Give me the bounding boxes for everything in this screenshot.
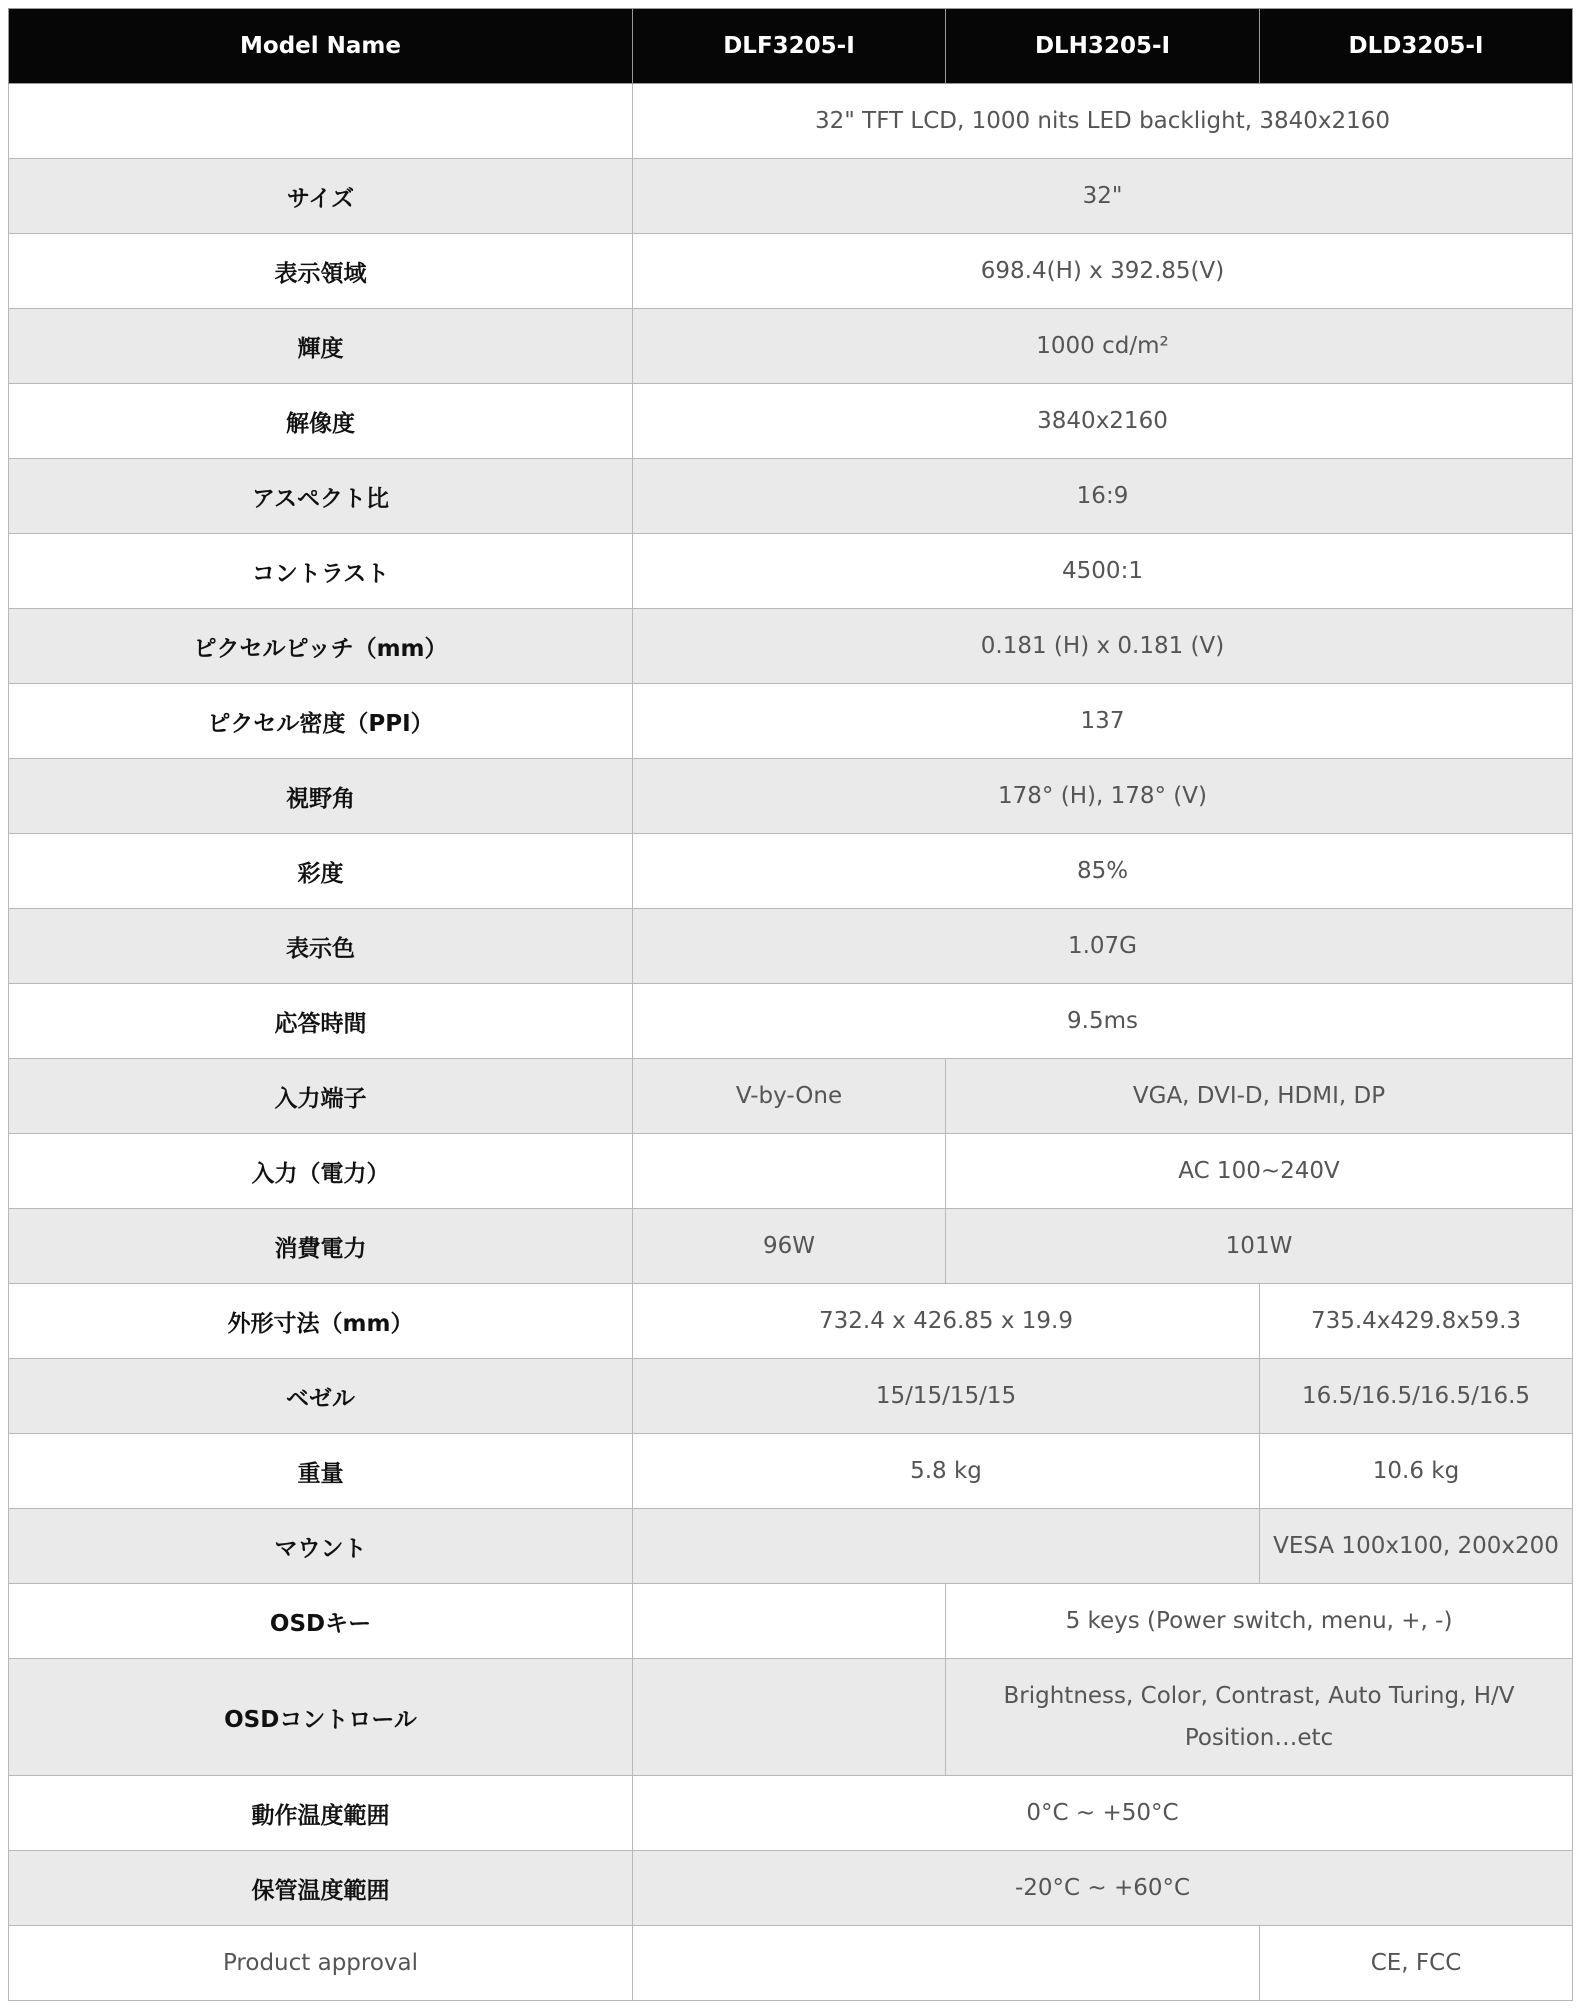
row-value: 0°C ~ +50°C xyxy=(633,1776,1573,1851)
row-value: 32" xyxy=(633,159,1573,234)
row-value xyxy=(633,1509,1260,1584)
row-response-time xyxy=(9,984,1573,1059)
row-value: 1000 cd/m² xyxy=(633,309,1573,384)
row-dimensions xyxy=(9,1284,1573,1359)
row-value: 101W xyxy=(946,1209,1573,1284)
row-value: VESA 100x100, 200x200 xyxy=(1260,1509,1573,1584)
header-model-dlh3205: DLH3205-I xyxy=(946,9,1260,84)
row-operating-temp xyxy=(9,1776,1573,1851)
row-label: コントラスト xyxy=(9,534,633,609)
row-input-terminals xyxy=(9,1059,1573,1134)
row-storage-temp xyxy=(9,1851,1573,1926)
row-label: 輝度 xyxy=(9,309,633,384)
row-value: CE, FCC xyxy=(1260,1926,1573,2001)
row-osd-control xyxy=(9,1659,1573,1776)
row-label: 保管温度範囲 xyxy=(9,1851,633,1926)
row-value: 5.8 kg xyxy=(633,1434,1260,1509)
row-label: 解像度 xyxy=(9,384,633,459)
header-row xyxy=(9,9,1573,84)
row-value: V-by-One xyxy=(633,1059,946,1134)
row-label: OSDキー xyxy=(9,1584,633,1659)
row-resolution xyxy=(9,384,1573,459)
row-label: 外形寸法（mm） xyxy=(9,1284,633,1359)
row-saturation xyxy=(9,834,1573,909)
row-label: 動作温度範囲 xyxy=(9,1776,633,1851)
row-label: アスペクト比 xyxy=(9,459,633,534)
row-value: 32" TFT LCD, 1000 nits LED backlight, 3840x2160 xyxy=(633,84,1573,159)
row-bezel xyxy=(9,1359,1573,1434)
row-ppi xyxy=(9,684,1573,759)
header-model-dlf3205: DLF3205-I xyxy=(633,9,946,84)
row-mount xyxy=(9,1509,1573,1584)
row-value: 96W xyxy=(633,1209,946,1284)
row-label: 表示色 xyxy=(9,909,633,984)
row-panel xyxy=(9,84,1573,159)
row-power-input xyxy=(9,1134,1573,1209)
row-pixel-pitch xyxy=(9,609,1573,684)
row-label: マウント xyxy=(9,1509,633,1584)
row-value: -20°C ~ +60°C xyxy=(633,1851,1573,1926)
row-value: 9.5ms xyxy=(633,984,1573,1059)
row-value xyxy=(633,1926,1260,2001)
row-label: ピクセル密度（PPI） xyxy=(9,684,633,759)
row-value: 4500:1 xyxy=(633,534,1573,609)
row-osd-keys xyxy=(9,1584,1573,1659)
row-size xyxy=(9,159,1573,234)
row-viewing-angle xyxy=(9,759,1573,834)
row-label: ベゼル xyxy=(9,1359,633,1434)
row-value: 3840x2160 xyxy=(633,384,1573,459)
row-value: 178° (H), 178° (V) xyxy=(633,759,1573,834)
row-value: 732.4 x 426.85 x 19.9 xyxy=(633,1284,1260,1359)
row-label: 消費電力 xyxy=(9,1209,633,1284)
row-weight xyxy=(9,1434,1573,1509)
row-contrast xyxy=(9,534,1573,609)
row-value: 5 keys (Power switch, menu, +, -) xyxy=(946,1584,1573,1659)
spec-table xyxy=(8,8,1573,2001)
row-display-colors xyxy=(9,909,1573,984)
row-value: 85% xyxy=(633,834,1573,909)
row-label: 入力（電力） xyxy=(9,1134,633,1209)
row-value: 1.07G xyxy=(633,909,1573,984)
row-value xyxy=(633,1584,946,1659)
row-value: 698.4(H) x 392.85(V) xyxy=(633,234,1573,309)
row-brightness xyxy=(9,309,1573,384)
row-label: 応答時間 xyxy=(9,984,633,1059)
header-model-dld3205: DLD3205-I xyxy=(1260,9,1573,84)
row-aspect xyxy=(9,459,1573,534)
header-model-name: Model Name xyxy=(9,9,633,84)
row-label: 彩度 xyxy=(9,834,633,909)
row-value xyxy=(633,1659,946,1776)
row-value: 0.181 (H) x 0.181 (V) xyxy=(633,609,1573,684)
row-value: 16.5/16.5/16.5/16.5 xyxy=(1260,1359,1573,1434)
row-value: 735.4x429.8x59.3 xyxy=(1260,1284,1573,1359)
row-active-area xyxy=(9,234,1573,309)
row-label: Product approval xyxy=(9,1926,633,2001)
row-value: VGA, DVI-D, HDMI, DP xyxy=(946,1059,1573,1134)
row-power-consumption xyxy=(9,1209,1573,1284)
row-value: 15/15/15/15 xyxy=(633,1359,1260,1434)
row-label: 入力端子 xyxy=(9,1059,633,1134)
row-label: 視野角 xyxy=(9,759,633,834)
row-value: AC 100~240V xyxy=(946,1134,1573,1209)
row-product-approval xyxy=(9,1926,1573,2001)
row-value: 10.6 kg xyxy=(1260,1434,1573,1509)
row-label xyxy=(9,84,633,159)
row-label: 重量 xyxy=(9,1434,633,1509)
row-value: Brightness, Color, Contrast, Auto Turing, H/V Position…etc xyxy=(946,1659,1573,1776)
row-value: 137 xyxy=(633,684,1573,759)
row-label: OSDコントロール xyxy=(9,1659,633,1776)
row-label: ピクセルピッチ（mm） xyxy=(9,609,633,684)
row-label: 表示領域 xyxy=(9,234,633,309)
row-value xyxy=(633,1134,946,1209)
row-label: サイズ xyxy=(9,159,633,234)
row-value: 16:9 xyxy=(633,459,1573,534)
